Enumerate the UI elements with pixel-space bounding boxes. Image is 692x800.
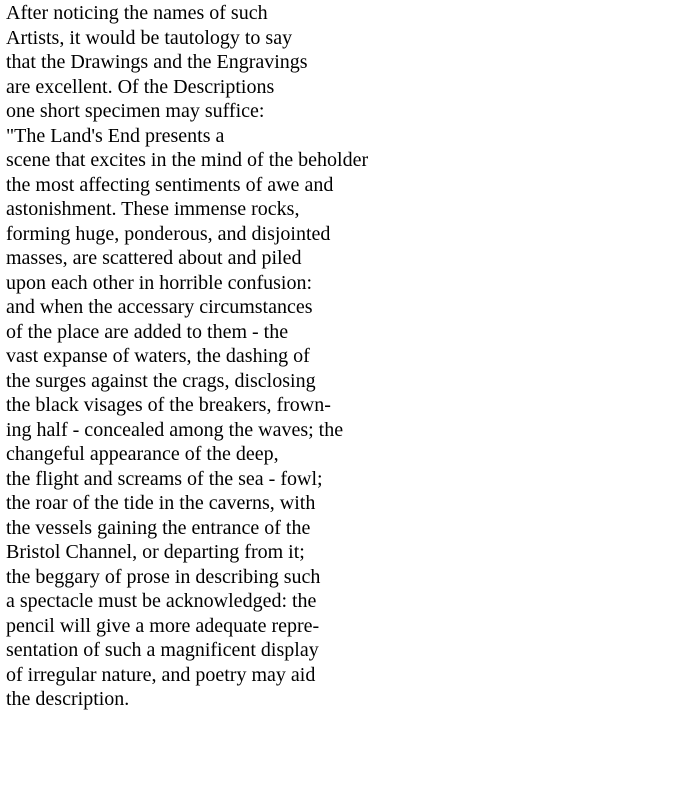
text-line: that the Drawings and the Engravings [6,51,308,73]
text-line: are excellent. Of the Descriptions [6,75,275,98]
text-line: scene that excites in the mind of the beholder [6,149,369,171]
text-line: upon each other in horrible confusion: [6,271,313,294]
text-line: of irregular nature, and poetry may aid [6,663,316,686]
text-line: Artists, it would be tautology to say [6,26,293,49]
text-line: the black visages of the breakers, frown- [6,394,331,416]
text-line: one short specimen may suffice: [6,100,265,122]
text-line: the most affecting sentiments of awe and [6,173,334,196]
document-text-block [6,1,686,712]
text-line: sentation of such a magnificent display [6,639,319,661]
text-line: the description. [6,688,130,710]
text-line: the flight and screams of the sea - fowl; [6,467,323,490]
text-line: Bristol Channel, or departing from it; [6,541,305,563]
text-line: masses, are scattered about and piled [6,247,302,269]
text-line: ing half - concealed among the waves; the [6,418,344,441]
text-line: of the place are added to them - the [6,320,289,343]
text-line: After noticing the names of such [6,2,268,24]
text-line: and when the accessary circumstances [6,296,313,318]
text-line: the surges against the crags, disclosing [6,369,316,392]
text-line: the beggary of prose in describing such [6,565,321,588]
text-line: astonishment. These immense rocks, [6,198,300,220]
text-line: a spectacle must be acknowledged: the [6,590,317,612]
text-line: the roar of the tide in the caverns, with [6,492,316,514]
text-line: vast expanse of waters, the dashing of [6,345,310,367]
text-line: the vessels gaining the entrance of the [6,516,311,539]
text-line: changeful appearance of the deep, [6,443,279,465]
text-line: "The Land's End presents a [6,124,225,147]
text-line: pencil will give a more adequate repre- [6,614,320,637]
text-line: forming huge, ponderous, and disjointed [6,222,331,245]
